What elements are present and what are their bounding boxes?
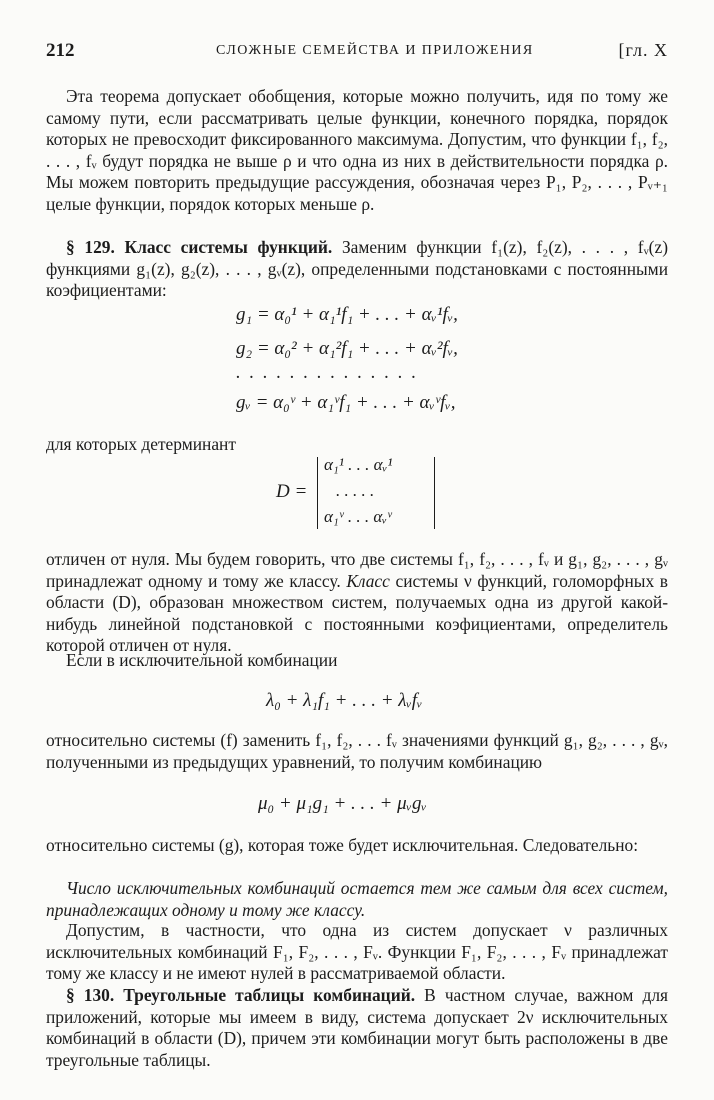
determinant-row-3: α₁ᵛ . . . αᵥᵛ [324, 507, 392, 526]
equation-gv: gᵥ = α₀ᵛ + α₁ᵛf₁ + . . . + αᵥᵛfᵥ, [236, 392, 456, 413]
section-130-body: В частном случае, важном для приложений, которые мы имеем в виду, система допускает 2ν исключительных комбинаций в области (D), причем эти комбинации могут быть расположены в две треугольные таблицы. [46, 985, 668, 1070]
section-129 [46, 237, 668, 302]
class-term: Класс [346, 570, 390, 591]
theorem-statement: Число исключительных комбинаций остается тем же самым для всех систем, принадлежащих одному и тому же классу. [46, 878, 668, 920]
determinant-row-2: . . . . . [336, 481, 375, 500]
determinant-intro: для которых детерминант [46, 434, 236, 454]
section-129-heading: § 129. Класс системы функций. [66, 237, 333, 257]
page-number: 212 [46, 40, 75, 61]
relative-g-paragraph: относительно системы (g), которая тоже будет исключительная. Следовательно: [46, 835, 639, 855]
equation-g1: g₁ = α₀¹ + α₁¹f₁ + . . . + αᵥ¹fᵥ, [236, 304, 458, 325]
intro-paragraph: Эта теорема допускает обобщения, которые можно получить, идя по тому же самому пути, если рассматривать целые функции, конечного порядка, порядок которых не превосходит фиксированного максимума. Допустим, что функции f₁, f₂, . . . , fᵥ будут порядка не выше ρ и что одна из них в действительности порядка ρ. Мы можем повторить предыдущие рассуждения, обозначая через P₁, P₂, . . . , Pᵥ₊₁ целые функции, порядок которых меньше ρ. [46, 86, 668, 214]
mu-combination: μ₀ + μ₁g₁ + . . . + μᵥgᵥ [258, 793, 427, 814]
equation-dots: . . . . . . . . . . . . . . [236, 362, 419, 383]
equation-g2: g₂ = α₀² + α₁²f₁ + . . . + αᵥ²fᵥ, [236, 338, 458, 359]
relative-f-paragraph: относительно системы (f) заменить f₁, f₂, . . . fᵥ значениями функций g₁, g₂, . . . , gᵥ, полученными из предыдущих уравнений, то получим комбинацию [46, 730, 668, 772]
section-130 [46, 985, 668, 1071]
lambda-combination: λ₀ + λ₁f₁ + . . . + λᵥfᵥ [266, 690, 423, 711]
determinant-row-1: α₁¹ . . . αᵥ¹ [324, 455, 393, 474]
determinant-lhs: D = [276, 481, 308, 502]
determinant-right-bar [434, 457, 435, 529]
determinant-left-bar [317, 457, 318, 529]
class-definition: отличен от нуля. Мы будем говорить, что две системы f₁, f₂, . . . , fᵥ и g₁, g₂, . . . , gᵥ принадлежат одному и тому же классу. Класс системы ν функций, голоморфных в области (D), образован множеством систем, получаемых одна из другой какой-нибудь линейной подстановкой с постоянными коэфициентами, определитель которой отличен от нуля. [46, 549, 668, 656]
section-130-heading: § 130. Треугольные таблицы комбинаций. [66, 985, 416, 1005]
running-title: СЛОЖНЫЕ СЕМЕЙСТВА И ПРИЛОЖЕНИЯ [216, 43, 534, 58]
chapter-label: [гл. X [618, 40, 668, 60]
exceptional-intro: Если в исключительной комбинации [66, 650, 338, 670]
page-header [46, 40, 668, 64]
suppose-paragraph: Допустим, в частности, что одна из систем допускает ν различных исключительных комбинаций F₁, F₂, . . . , Fᵥ. Функции F₁, F₂, . . . , Fᵥ принадлежат тому же классу и не имеют нулей в рассматриваемой области. [46, 920, 668, 984]
section-129-body: Заменим функции f₁(z), f₂(z), . . . , fᵥ(z) функциями g₁(z), g₂(z), . . . , gᵥ(z), определенными подстановками с постоянными коэфициентами: [46, 237, 668, 301]
